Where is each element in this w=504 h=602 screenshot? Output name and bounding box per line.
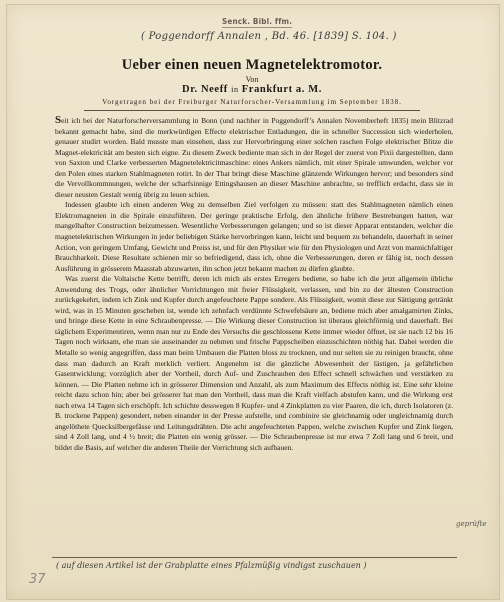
author-prefix: Dr. — [182, 84, 198, 95]
subtitle: Vorgetragen bei der Freiburger Naturforscher-Versammlung im September 1838. — [102, 98, 402, 106]
article-title: Ueber einen neuen Magnetelektromotor. — [121, 57, 383, 73]
paragraph-1 — [55, 115, 453, 200]
margin-annotation: geprüfte — [456, 520, 487, 528]
paragraph-2: Indessen glaubte ich einen anderen Weg zu demselben Ziel verfolgen zu müssen: statt des Stahlmagneten nämlich einen Elektromagneten in die Spirale einzuführen. Der geringe praktische Erfolg, den ähnliche frühere Bestrebungen hatten, war mangelhafter Construction beizumessen. Wesentliche Verbesserungen gelangen; und so ist dieser Apparat entstanden, welcher die magnetelektrischen Wirkungen in jeder beliebigen Stärke hervorbringen kann, leicht und bequem zu behandeln, dauerhaft in seiner Action, von geringem Umfang, Gewicht und Preiss ist, und für den Physiker wie für den Physiologen und Arzt von mannichfaltiger Brauchbarkeit. Diese Resultate schienen mir so befriedigend, dass ich, ohne die Verbesserungen, deren er fähig ist, noch dessen Ausführung in grösserem Maasstab abzuwarten, ihn schon jetzt bekannt machen zu dürfen glaubte. — [55, 200, 453, 273]
drop-cap: S — [55, 114, 62, 126]
title-rule — [84, 110, 420, 111]
footnote-rule — [52, 557, 457, 558]
page-number: 37 — [29, 572, 46, 587]
author-place: Frankfurt a. M. — [241, 84, 322, 95]
paragraph-1-text: eit ich bei der Naturforscherversammlung in Bonn (und nachher in Poggendorff’s Annalen Novemberheft 1835) mein Blitzrad bekannt gemacht habe, sind die merkwürdigen Effecte elektrischer Entladungen, die in schneller Succession sich wiederholen, genauer studirt worden. Bald musste man einsehen, dass zur Hervorbringung einer solchen raschen Folge elektrischer Blitze die Magnet-elektricität am besten sich eigne. Zu diesem Zweck bediente man sich in der Regel der zuerst von Pixii dargestellten, dann von Saxton und Clarke verbesserten Magnetelektricitmaschine: eines Ankers nämlich, mit einer Spirale umwunden, welcher vor den Polen eines starken Stahlmagneten rotirt. In der That bringt diese Maschine glänzende Wirkungen hervor; und besonders sind die Vervollkommnungen, welche der scharfsinnige Ettingshausen an dieser Maschine anbrachte, so trefflich erdacht, dass sie in dieser neusten Gestalt wenig übrig zu leuen schien. — [55, 116, 453, 199]
article-body — [55, 115, 453, 454]
paragraph-3: Was zuerst die Voltaische Kette betrifft, deren ich mich als erstes Erregers bediene, so habe ich die jetzt allgemein übliche Anwendung des Trogs, oder ähnlicher Vorrichtungen mit freier Flüssigkeit, verlassen, und bin zu der ältesten Construction zurückgekehrt, indem ich Zink und Kupfer durch angefeuchtete Pappe sondere. Als Flüssigkeit, womit diese zur Sättigung getränkt wird, was in 15 Minuten geschehen ist, wende ich zehnfach verdünnte Schwefelsäure an, bediene mich aber amalgamirten Zinks, und bringe diese Kette in eine Schraubenpresse. — Die Wirkung dieser Construction ist überaus gleichförmig und dauerhaft. Bei täglichem Experimentiren, wenn man nur zu Ende des Versuchs die geschlossene Kette immer wieder öffnet, ist sie nach 12 bis 16 Tagen noch wirksam, ehe man sie auseinander zu nehmen und frische Pappscheiben einzuschichten nöthig hat. Dabei werden die Metalle so wenig angegriffen, dass man beim Umbauen die Platten bloss zu trocknen, und nur selten sie zu reinigen braucht, ohne dass man dadurch an Kraft merklich verliert. Angenehm ist die gänzliche Abwesenheit der lästigen, ja gefährlichen Gasentwicklung; vorzüglich aber der Vortheil, durch Auf- und Zuschrauben den Effect schnell schwächen und verstärken zu können. — Die Platten nehme ich in grösserer Dimension und Anzahl, als zum Maximum des Effects nöthig ist. Eine sehr kleine reicht dazu schon hin; aber bei grösserer hat man den Vortheil, dass man die Kraft vielfach abstufen kann, und die Wirkung erst nach etwa 14 Tagen sich erschöpft. Ich schichte desswegen 8 Kupfer- und 4 Zinkplatten zu vier Paaren, die ich, durch Isolatoren (z. B. trockene Pappen) gesondert, neben einander in der Presse aufstelle, und combinire sie gleichnamig oder ungleichnamig durch angelöthete Quecksilbergefässe und Leitungsdrähten. Die acht angefeuchteten Pappen, welche zwischen Kupfer und Zink liegen, sind 4 Zoll lang, und 4 ½ breit; die Platten ein wenig grösser. — Die Schraubenpresse ist nur etwa 7 Zoll lang und 6 breit, und bildet die Basis, auf welcher die anderen Theile der Vorrichtung sich aufbauen. — [55, 274, 453, 452]
author-name: Neeff — [200, 84, 228, 95]
author-in: in — [231, 85, 239, 94]
byline-von: Von — [245, 75, 259, 84]
author-line — [0, 84, 504, 95]
handwritten-citation: ( Poggendorff Annalen , Bd. 46. [1839] S. 104. ) — [141, 31, 397, 42]
library-stamp: Senck. Bibl. ffm. — [222, 17, 293, 26]
handwritten-footnote: ( auf diesen Artikel ist der Grabplatte eines Pfalzmüßig vindigst zuschauen ) — [56, 561, 367, 570]
